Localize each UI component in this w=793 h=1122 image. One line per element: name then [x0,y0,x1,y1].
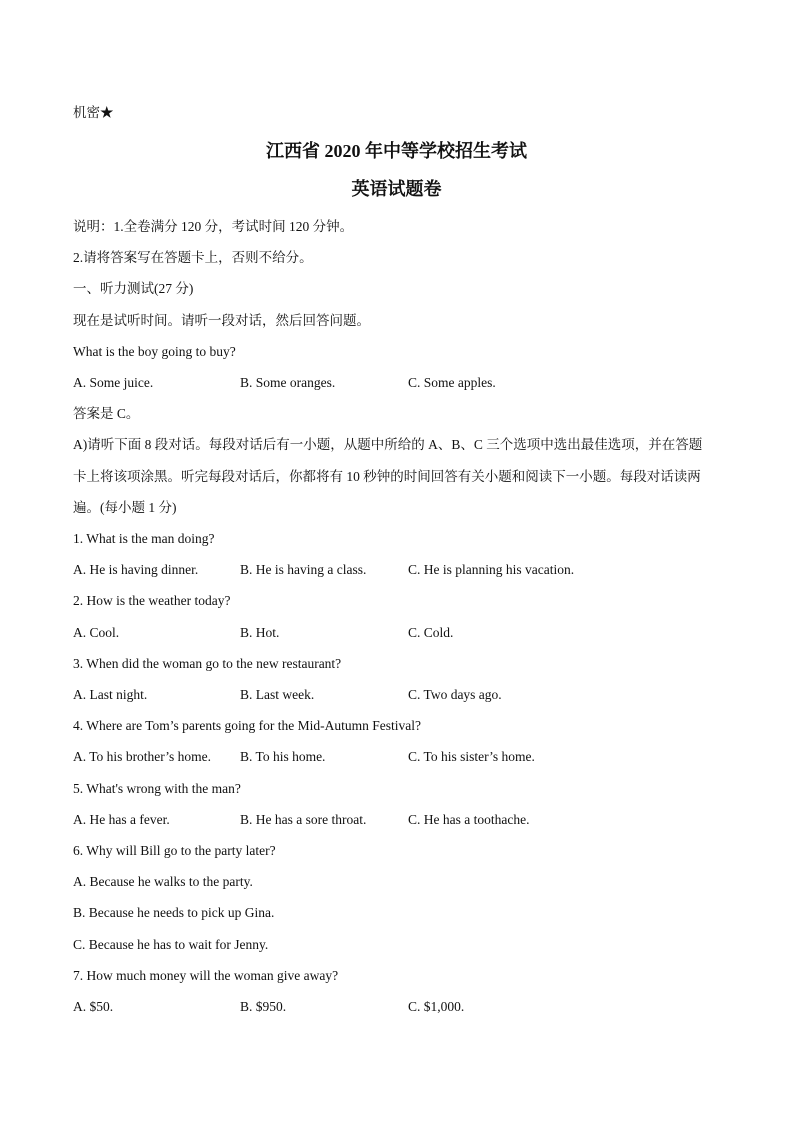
question-2-option-c: C. Cold. [408,625,454,640]
question-5-option-b: B. He has a sore throat. [240,812,367,827]
question-5-option-a: A. He has a fever. [73,812,170,827]
question-3: 3. When did the woman go to the new restaurant? [73,656,342,671]
question-1: 1. What is the man doing? [73,531,215,546]
question-3-option-b: B. Last week. [240,687,315,702]
question-5-option-c: C. He has a toothache. [408,812,530,827]
question-1-option-b: B. He is having a class. [240,562,367,577]
question-4: 4. Where are Tom’s parents going for the Mid-Autumn Festival? [73,718,421,733]
exam-title: 江西省 2020 年中等学校招生考试 [266,141,527,161]
practice-option-c: C. Some apples. [408,375,496,390]
question-6: 6. Why will Bill go to the party later? [73,843,276,858]
question-2: 2. How is the weather today? [73,593,231,608]
question-7-option-b: B. $950. [240,999,287,1014]
question-6-option-a: A. Because he walks to the party. [73,874,253,889]
question-6-option-c: C. Because he has to wait for Jenny. [73,937,269,952]
exam-subtitle: 英语试题卷 [351,179,442,199]
question-3-option-c: C. Two days ago. [408,687,502,702]
question-1-option-c: C. He is planning his vacation. [408,562,575,577]
practice-intro: 现在是试听时间。请听一段对话，然后回答问题。 [73,313,370,328]
question-7-option-a: A. $50. [73,999,114,1014]
part-a-instruction-line-2: 卡上将该项涂黑。听完每段对话后，你都将有 10 秒钟的时间回答有关小题和阅读下一小题。每段对话读两 [73,469,701,484]
instruction-line-1: 说明：1.全卷满分 120 分，考试时间 120 分钟。 [73,219,354,234]
question-4-option-a: A. To his brother’s home. [73,749,212,764]
question-1-option-a: A. He is having dinner. [73,562,199,577]
practice-option-b: B. Some oranges. [240,375,336,390]
question-7: 7. How much money will the woman give away? [73,968,339,983]
question-3-option-a: A. Last night. [73,687,148,702]
part-a-instruction-line-3: 遍。(每小题 1 分) [73,500,177,515]
practice-question: What is the boy going to buy? [73,344,236,359]
practice-option-a: A. Some juice. [73,375,154,390]
confidential-mark: 机密★ [73,105,114,120]
instruction-line-2: 2.请将答案写在答题卡上，否则不给分。 [73,250,313,265]
section-heading-listening: 一、听力测试(27 分) [73,281,194,296]
question-2-option-b: B. Hot. [240,625,280,640]
practice-answer: 答案是 C。 [73,406,140,421]
question-2-option-a: A. Cool. [73,625,120,640]
question-6-option-b: B. Because he needs to pick up Gina. [73,905,275,920]
part-a-instruction-line-1: A)请听下面 8 段对话。每段对话后有一小题，从题中所给的 A、B、C 三个选项中选出最佳选项，并在答题 [73,437,703,452]
question-4-option-c: C. To his sister’s home. [408,749,535,764]
question-5: 5. What's wrong with the man? [73,781,241,796]
question-7-option-c: C. $1,000. [408,999,465,1014]
question-4-option-b: B. To his home. [240,749,326,764]
